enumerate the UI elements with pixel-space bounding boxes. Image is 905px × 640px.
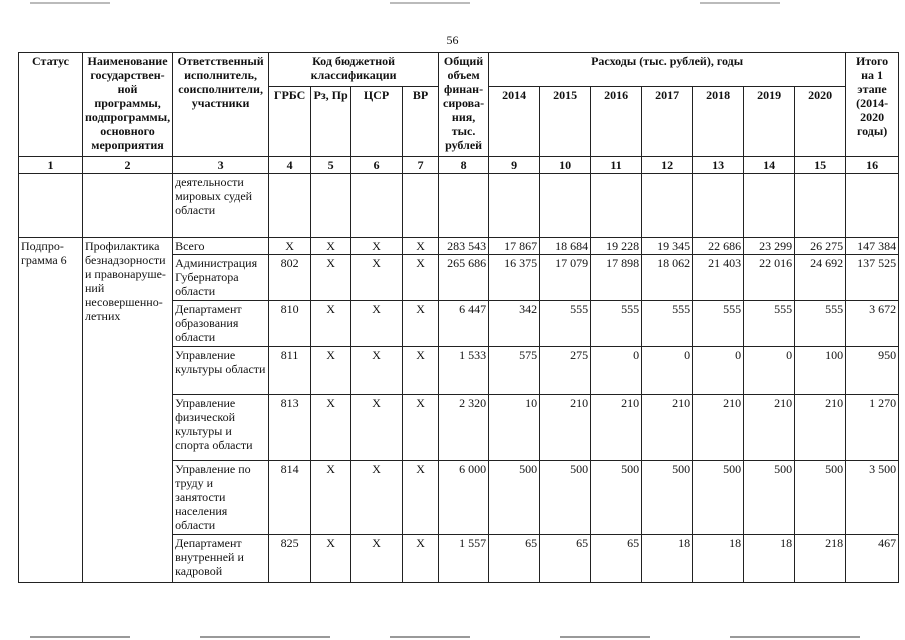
stage-cell: 1 270 [846,395,899,461]
y2014-cell: 10 [489,395,540,461]
executor-cell: Администрация Губернатора области [173,255,269,301]
y2017-cell: 18 [642,535,693,583]
column-number: 16 [846,157,899,174]
subprogram-status: Подпро- грамма 6 [19,238,83,583]
table-row [19,238,899,255]
header-csr: ЦСР [351,87,403,157]
grbs-cell: 802 [269,255,311,301]
y2014-cell: 342 [489,301,540,347]
csr-cell: X [351,461,403,535]
total-cell: 265 686 [439,255,489,301]
header-status: Статус [19,53,83,157]
header-year: 2019 [744,87,795,157]
y2017-cell: 500 [642,461,693,535]
vr-cell: X [403,301,439,347]
total-cell: 1 557 [439,535,489,583]
y2016-cell: 555 [591,301,642,347]
y2016-cell: 210 [591,395,642,461]
y2020-cell: 210 [795,395,846,461]
vr-cell: X [403,347,439,395]
header-year: 2017 [642,87,693,157]
executor-cell: Всего [173,238,269,255]
header-total-volume: Общий объем финан- сирова- ния, тыс. рублей [439,53,489,157]
y2019-cell: 22 016 [744,255,795,301]
y2018-cell: 18 [693,535,744,583]
column-number-row [19,157,899,174]
vr-cell: X [403,238,439,255]
csr-cell: X [351,347,403,395]
y2014-cell: 500 [489,461,540,535]
header-expenses: Расходы (тыс. рублей), годы [489,53,846,87]
total-cell: 1 533 [439,347,489,395]
y2017-cell: 18 062 [642,255,693,301]
y2018-cell: 210 [693,395,744,461]
header-year: 2020 [795,87,846,157]
vr-cell: X [403,461,439,535]
y2018-cell: 500 [693,461,744,535]
stage-cell: 137 525 [846,255,899,301]
y2017-cell: 19 345 [642,238,693,255]
executor-cell: Департамент внутренней и кадровой [173,535,269,583]
column-number: 2 [83,157,173,174]
stage-cell: 950 [846,347,899,395]
vr-cell: X [403,255,439,301]
rz-cell: X [311,535,351,583]
y2014-cell: 65 [489,535,540,583]
y2018-cell: 0 [693,347,744,395]
rz-cell: X [311,347,351,395]
y2015-cell: 555 [540,301,591,347]
csr-cell: X [351,301,403,347]
total-cell: 6 447 [439,301,489,347]
total-cell: 283 543 [439,238,489,255]
y2015-cell: 18 684 [540,238,591,255]
y2019-cell: 210 [744,395,795,461]
y2017-cell: 0 [642,347,693,395]
y2016-cell: 17 898 [591,255,642,301]
y2014-cell: 575 [489,347,540,395]
csr-cell: X [351,255,403,301]
grbs-cell: 825 [269,535,311,583]
stage-cell: 467 [846,535,899,583]
continuation-text: деятельности мировых судей области [173,174,269,238]
column-number: 3 [173,157,269,174]
y2014-cell: 17 867 [489,238,540,255]
rz-cell: X [311,301,351,347]
y2015-cell: 210 [540,395,591,461]
total-cell: 6 000 [439,461,489,535]
y2020-cell: 24 692 [795,255,846,301]
column-number: 11 [591,157,642,174]
y2018-cell: 21 403 [693,255,744,301]
y2018-cell: 555 [693,301,744,347]
header-budget-code: Код бюджетной классификации [269,53,439,87]
grbs-cell: 811 [269,347,311,395]
header-year: 2016 [591,87,642,157]
column-number: 5 [311,157,351,174]
rz-cell: X [311,255,351,301]
header-year: 2014 [489,87,540,157]
grbs-cell: 810 [269,301,311,347]
total-cell: 2 320 [439,395,489,461]
column-number: 12 [642,157,693,174]
y2019-cell: 555 [744,301,795,347]
stage-cell: 147 384 [846,238,899,255]
grbs-cell: 814 [269,461,311,535]
vr-cell: X [403,535,439,583]
y2017-cell: 210 [642,395,693,461]
column-number: 6 [351,157,403,174]
y2014-cell: 16 375 [489,255,540,301]
y2015-cell: 500 [540,461,591,535]
budget-table [18,52,899,583]
executor-cell: Управление культуры области [173,347,269,395]
rz-cell: X [311,238,351,255]
y2016-cell: 65 [591,535,642,583]
column-number: 9 [489,157,540,174]
column-number: 1 [19,157,83,174]
y2019-cell: 0 [744,347,795,395]
stage-cell: 3 500 [846,461,899,535]
vr-cell: X [403,395,439,461]
csr-cell: X [351,238,403,255]
y2015-cell: 17 079 [540,255,591,301]
y2018-cell: 22 686 [693,238,744,255]
stage-cell: 3 672 [846,301,899,347]
header-stage-total: Итого на 1 этапе (2014- 2020 годы) [846,53,899,157]
y2015-cell: 65 [540,535,591,583]
continuation-row [19,174,899,238]
rz-cell: X [311,461,351,535]
column-number: 8 [439,157,489,174]
y2017-cell: 555 [642,301,693,347]
subprogram-name: Профилактика безнадзорности и правонаруше- ний несовершенно- летних [83,238,173,583]
header-responsible: Ответственный исполнитель, соисполнители, участники [173,53,269,157]
page-number: 56 [446,33,459,47]
y2016-cell: 500 [591,461,642,535]
header-grbs: ГРБС [269,87,311,157]
y2020-cell: 500 [795,461,846,535]
y2020-cell: 26 275 [795,238,846,255]
y2020-cell: 555 [795,301,846,347]
grbs-cell: 813 [269,395,311,461]
y2019-cell: 23 299 [744,238,795,255]
y2015-cell: 275 [540,347,591,395]
column-number: 15 [795,157,846,174]
executor-cell: Управление по труду и занятости населения области [173,461,269,535]
csr-cell: X [351,535,403,583]
executor-cell: Управление физической культуры и спорта области [173,395,269,461]
column-number: 4 [269,157,311,174]
column-number: 13 [693,157,744,174]
header-vr: ВР [403,87,439,157]
column-number: 14 [744,157,795,174]
grbs-cell: X [269,238,311,255]
y2016-cell: 0 [591,347,642,395]
header-rz-pr: Рз, Пр [311,87,351,157]
y2019-cell: 500 [744,461,795,535]
y2020-cell: 100 [795,347,846,395]
y2016-cell: 19 228 [591,238,642,255]
column-number: 10 [540,157,591,174]
y2019-cell: 18 [744,535,795,583]
executor-cell: Департамент образования области [173,301,269,347]
header-program-name: Наименование государствен- ной программы, подпрограммы, основного мероприятия [83,53,173,157]
header-year: 2018 [693,87,744,157]
y2020-cell: 218 [795,535,846,583]
column-number: 7 [403,157,439,174]
rz-cell: X [311,395,351,461]
csr-cell: X [351,395,403,461]
header-year: 2015 [540,87,591,157]
